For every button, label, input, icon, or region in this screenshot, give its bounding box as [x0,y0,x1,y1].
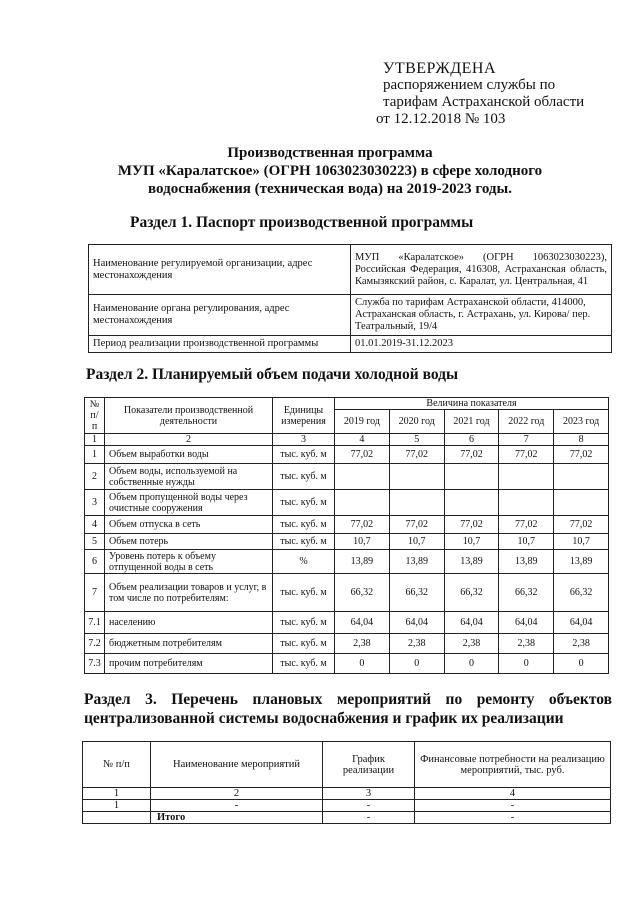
col-number: 2 [105,434,273,446]
title-line: МУП «Каралатское» (ОГРН 1063023030223) в сфере холодного [117,163,543,179]
row-value: 13,89 [499,550,554,574]
row-value: 64,04 [335,612,390,634]
table-cell: 01.01.2019-31.12.2023 [351,336,612,353]
heading-word: плановых [252,691,323,708]
row-value: 13,89 [554,550,609,574]
row-value [335,464,390,490]
col-number: 8 [554,434,609,446]
row-indicator: Уровень потерь к объему отпущенной воды в сеть [105,550,273,574]
section1-heading: Раздел 1. Паспорт производственной программы [130,214,474,231]
document-title [60,144,600,198]
row-unit: тыс. куб. м [273,464,335,490]
row-value: 13,89 [389,550,444,574]
col-number: 2 [151,788,323,800]
row-value: 13,89 [444,550,499,574]
row-value: 2,38 [335,634,390,654]
passport-table [88,244,612,353]
row-value: 77,02 [554,516,609,534]
approval-line: от 12.12.2018 № 103 [376,111,506,127]
row-value: 2,38 [389,634,444,654]
row-value: 0 [554,654,609,674]
section3-heading-line2: централизованной системы водоснабжения и график их реализации [84,710,564,727]
table-row [85,550,609,574]
row-value: 64,04 [499,612,554,634]
table-cell: МУП «Каралатское» (ОГРН 1063023030223), Российская Федерация, 416308, Астраханская область, Камызякский район, с. Каралат, ул. Центральная, 41 [351,245,612,295]
row-indicator: Объем отпуска в сеть [105,516,273,534]
row-value: 66,32 [389,574,444,612]
row-value: 10,7 [499,534,554,550]
row-unit: тыс. куб. м [273,446,335,464]
approval-line: тарифам Астраханской области [383,94,585,110]
row-indicator: прочим потребителям [105,654,273,674]
row-value: 66,32 [444,574,499,612]
col-number: 4 [335,434,390,446]
header-num: № п/ п [85,398,105,434]
table-cell: Служба по тарифам Астраханской области, 414000, Астраханская область, г. Астрахань, ул. Кирова/ пер. Театральный, 19/4 [351,295,612,336]
table-row [85,516,609,534]
row-num: 7.1 [85,612,105,634]
table-cell: - [323,800,415,812]
row-indicator: Объем потерь [105,534,273,550]
section3-heading [84,690,612,728]
row-value: 77,02 [335,516,390,534]
approval-line: распоряжением службы по [383,77,556,93]
header-year: 2021 год [444,410,499,434]
col-number: 5 [389,434,444,446]
row-num: 7 [85,574,105,612]
table-row [85,612,609,634]
heading-word: 3. [145,691,157,708]
row-value: 66,32 [499,574,554,612]
table-row [89,295,612,336]
table-row [85,534,609,550]
row-value: 0 [444,654,499,674]
table-cell: - [151,800,323,812]
column-number-row [83,788,611,800]
table-row [89,336,612,353]
heading-word: Перечень [171,691,238,708]
row-value [335,490,390,516]
row-indicator: Объем воды, используемой на собственные нужды [105,464,273,490]
col-number: 1 [83,788,151,800]
row-value: 2,38 [554,634,609,654]
header-indicator: Показатели производственной деятельности [105,398,273,434]
row-num: 5 [85,534,105,550]
row-value [499,464,554,490]
row-unit: % [273,550,335,574]
row-value: 66,32 [554,574,609,612]
row-value: 77,02 [499,446,554,464]
row-num: 2 [85,464,105,490]
column-number-row [85,434,609,446]
row-value: 77,02 [499,516,554,534]
approval-block [376,60,613,128]
table-cell: - [415,800,611,812]
table-cell: Период реализации производственной программы [89,336,351,353]
heading-word: ремонту [476,691,535,708]
row-value: 2,38 [444,634,499,654]
table-row [85,654,609,674]
row-indicator: Объем выработки воды [105,446,273,464]
table-cell: Наименование регулируемой организации, адрес местонахождения [89,245,351,295]
col-number: 4 [415,788,611,800]
table-row [85,574,609,612]
table-row [89,245,612,295]
row-indicator: бюджетным потребителям [105,634,273,654]
row-num: 6 [85,550,105,574]
col-number: 6 [444,434,499,446]
row-value: 10,7 [444,534,499,550]
row-value [444,464,499,490]
table-row [83,800,611,812]
header-year: 2023 год [554,410,609,434]
row-value [389,490,444,516]
row-value: 77,02 [335,446,390,464]
row-value: 0 [335,654,390,674]
repair-plan-table [82,741,611,824]
row-value [554,464,609,490]
total-label: Итого [151,812,323,824]
row-value [389,464,444,490]
row-value: 77,02 [389,446,444,464]
row-unit: тыс. куб. м [273,634,335,654]
table-cell: 1 [83,800,151,812]
row-num: 1 [85,446,105,464]
row-unit: тыс. куб. м [273,534,335,550]
table-cell: - [323,812,415,824]
table-cell: - [415,812,611,824]
heading-word: по [445,691,463,708]
heading-word: объектов [548,691,612,708]
row-unit: тыс. куб. м [273,574,335,612]
row-unit: тыс. куб. м [273,490,335,516]
row-indicator: Объем реализации товаров и услуг, в том числе по потребителям: [105,574,273,612]
table-cell [83,812,151,824]
table-cell: Наименование органа регулирования, адрес местонахождения [89,295,351,336]
row-value: 10,7 [389,534,444,550]
row-value: 64,04 [444,612,499,634]
row-value: 77,02 [554,446,609,464]
row-num: 7.3 [85,654,105,674]
col-number: 1 [85,434,105,446]
section2-heading: Раздел 2. Планируемый объем подачи холодной воды [86,366,459,383]
row-indicator: Объем пропущенной воды через очистные сооружения [105,490,273,516]
table-row [85,490,609,516]
row-value: 77,02 [389,516,444,534]
row-value [444,490,499,516]
heading-word: мероприятий [336,691,432,708]
approval-heading: УТВЕРЖДЕНА [383,60,497,77]
total-row [83,812,611,824]
col-number: 3 [323,788,415,800]
row-unit: тыс. куб. м [273,612,335,634]
row-value: 77,02 [444,516,499,534]
row-unit: тыс. куб. м [273,516,335,534]
header-value-group: Величина показателя [335,398,609,410]
col-number: 7 [499,434,554,446]
header-cell: График реализации [323,742,415,788]
row-value [554,490,609,516]
row-value [499,490,554,516]
water-volume-table [84,397,609,674]
table-row [85,446,609,464]
row-value: 77,02 [444,446,499,464]
row-value: 66,32 [335,574,390,612]
header-year: 2019 год [335,410,390,434]
title-line: Производственная программа [227,145,433,161]
title-line: водоснабжения (техническая вода) на 2019-2023 годы. [148,181,512,197]
row-unit: тыс. куб. м [273,654,335,674]
header-cell: № п/п [83,742,151,788]
header-unit: Единицы измерения [273,398,335,434]
header-year: 2022 год [499,410,554,434]
row-value: 64,04 [389,612,444,634]
heading-word: Раздел [84,691,131,708]
table-header-row [85,398,609,410]
table-row [85,464,609,490]
row-value: 64,04 [554,612,609,634]
table-header-row [83,742,611,788]
table-row [85,634,609,654]
row-num: 7.2 [85,634,105,654]
row-num: 3 [85,490,105,516]
row-value: 0 [499,654,554,674]
row-value: 10,7 [554,534,609,550]
row-value: 0 [389,654,444,674]
row-value: 10,7 [335,534,390,550]
header-cell: Финансовые потребности на реализацию мероприятий, тыс. руб. [415,742,611,788]
row-num: 4 [85,516,105,534]
row-indicator: населению [105,612,273,634]
col-number: 3 [273,434,335,446]
header-year: 2020 год [389,410,444,434]
row-value: 13,89 [335,550,390,574]
header-cell: Наименование мероприятий [151,742,323,788]
row-value: 2,38 [499,634,554,654]
